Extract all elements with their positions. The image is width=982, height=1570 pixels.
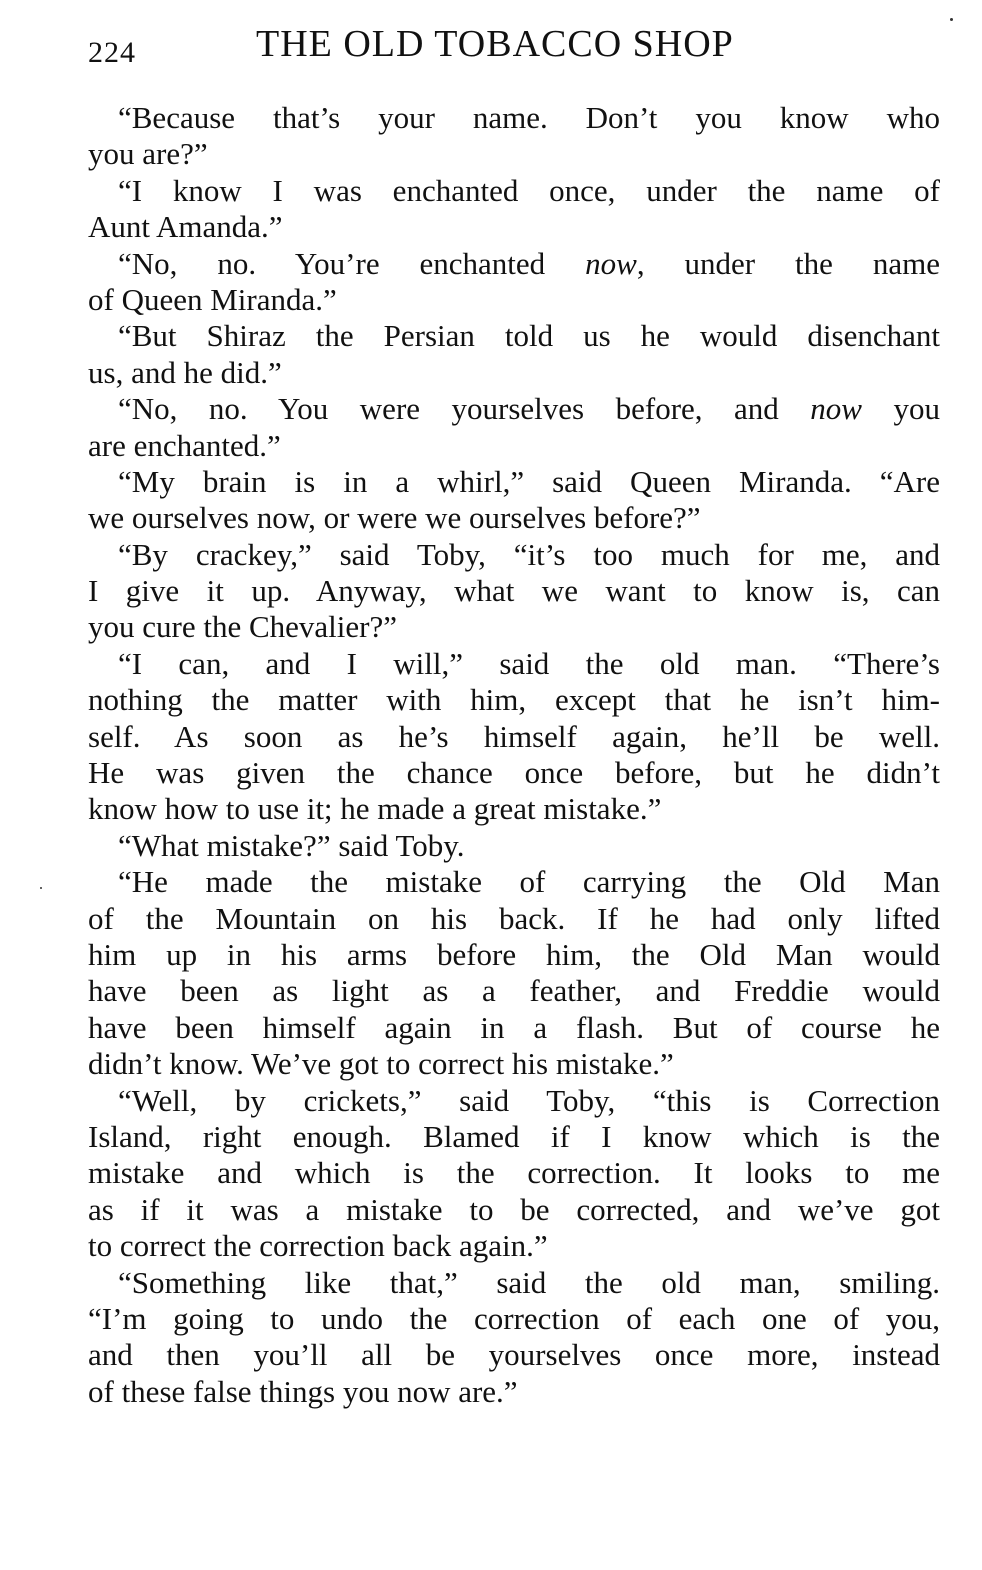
- text-line: us, and he did.”: [88, 354, 282, 390]
- text-line: “By crackey,” said Toby, “it’s too much for me, and: [118, 536, 940, 572]
- text-line: “I know I was enchanted once, under the name of: [118, 172, 940, 208]
- text-line: “Because that’s your name. Don’t you know who: [118, 100, 940, 135]
- text-line: “No, no. You’re enchanted now, under the name: [118, 245, 940, 281]
- text-line: of Queen Miranda.”: [88, 281, 337, 317]
- text-line: know how to use it; he made a great mistake.”: [88, 791, 662, 827]
- emphasis: now: [585, 245, 637, 281]
- text-line: Aunt Amanda.”: [88, 209, 283, 245]
- text-line: “Well, by crickets,” said Toby, “this is Correction: [118, 1082, 940, 1118]
- page-number: 224: [88, 36, 136, 69]
- text-line: you cure the Chevalier?”: [88, 609, 397, 645]
- text-line: “My brain is in a whirl,” said Queen Miranda. “Are: [118, 463, 940, 499]
- text-line: didn’t know. We’ve got to correct his mistake.”: [88, 1046, 674, 1082]
- emphasis: now: [810, 391, 862, 427]
- text-line: “I can, and I will,” said the old man. “There’s: [118, 645, 940, 681]
- text-line: him up in his arms before him, the Old Man would: [88, 936, 940, 972]
- text-line: self. As soon as he’s himself again, he’ll be well.: [88, 718, 940, 754]
- text-line: “He made the mistake of carrying the Old Man: [118, 864, 940, 900]
- text-line: “Something like that,” said the old man, smiling.: [118, 1264, 940, 1300]
- text-line: “But Shiraz the Persian told us he would disenchant: [118, 318, 940, 354]
- text-line: of these false things you now are.”: [88, 1373, 518, 1409]
- print-speck: [40, 887, 42, 889]
- text-line: “What mistake?” said Toby.: [118, 827, 465, 863]
- text-line: to correct the correction back again.”: [88, 1228, 548, 1264]
- text-line: He was given the chance once before, but he didn’t: [88, 755, 940, 791]
- text-line: Island, right enough. Blamed if I know which is the: [88, 1118, 940, 1154]
- text-line: we ourselves now, or were we ourselves before?”: [88, 500, 701, 536]
- text-line: of the Mountain on his back. If he had only lifted: [88, 900, 940, 936]
- text-line: are enchanted.”: [88, 427, 281, 463]
- body-text: [88, 100, 940, 1410]
- text-line: “No, no. You were yourselves before, and now you: [118, 391, 940, 427]
- text-line: nothing the matter with him, except that he isn’t him-: [88, 682, 940, 718]
- page-header: [88, 22, 938, 70]
- text-line: as if it was a mistake to be corrected, and we’ve got: [88, 1191, 940, 1227]
- text-line: “I’m going to undo the correction of each one of you,: [88, 1300, 940, 1336]
- text-line: mistake and which is the correction. It looks to me: [88, 1155, 940, 1191]
- text-line: and then you’ll all be yourselves once more, instead: [88, 1337, 940, 1373]
- text-line: have been himself again in a flash. But of course he: [88, 1009, 940, 1045]
- print-speck: [950, 18, 953, 21]
- text-line: you are?”: [88, 136, 208, 172]
- text-line: have been as light as a feather, and Freddie would: [88, 973, 940, 1009]
- text-line: I give it up. Anyway, what we want to know is, can: [88, 573, 940, 609]
- running-head: THE OLD TOBACCO SHOP: [256, 23, 734, 65]
